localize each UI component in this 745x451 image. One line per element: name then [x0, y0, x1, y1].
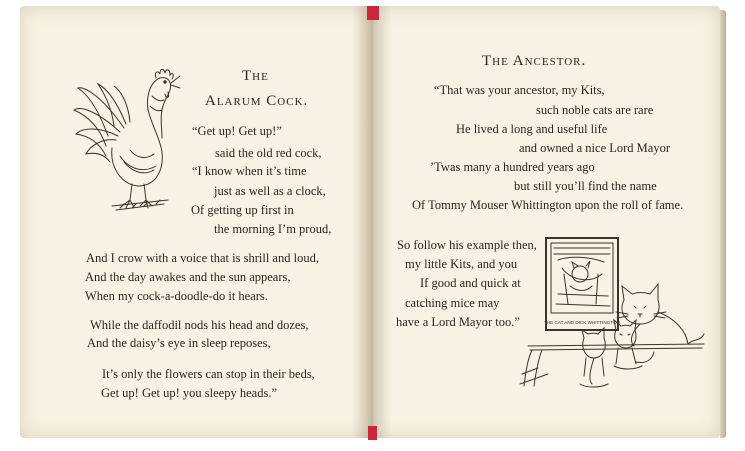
poem-line: When my cock-a-doodle-do it hears.	[85, 289, 268, 303]
rooster-illustration	[72, 66, 187, 216]
poem-line: and owned a nice Lord Mayor	[519, 141, 670, 155]
poem-line: And the day awakes and the sun appears,	[85, 270, 291, 284]
poem-line: such noble cats are rare	[536, 103, 654, 117]
poem-line: ’Twas many a hundred years ago	[430, 160, 595, 174]
poem-line: And the daisy’s eye in sleep reposes,	[87, 336, 271, 350]
left-title-line2: Alarum Cock.	[205, 93, 309, 109]
poem-line: Of getting up first in	[191, 203, 294, 217]
poem-line: “I know when it’s time	[192, 164, 307, 178]
poem-line: but still you’ll find the name	[514, 179, 657, 193]
left-title-line1: The	[242, 68, 269, 84]
bookmark-ribbon	[367, 6, 379, 20]
poem-line: And I crow with a voice that is shrill and loud,	[86, 251, 319, 265]
cats-portrait-illustration	[518, 234, 708, 390]
poem-line: So follow his example then,	[397, 238, 537, 252]
poem-line: He lived a long and useful life	[456, 122, 608, 136]
portrait-caption: THE CAT AND DICK WHITTINGTON	[544, 320, 620, 325]
poem-line: If good and quick at	[420, 276, 521, 290]
poem-line: said the old red cock,	[215, 146, 322, 160]
poem-line: the morning I’m proud,	[214, 222, 332, 236]
right-title: The Ancestor.	[482, 53, 587, 69]
poem-line: While the daffodil nods his head and dozes,	[90, 318, 309, 332]
poem-line: “That was your ancestor, my Kits,	[434, 83, 605, 97]
poem-line: have a Lord Mayor too.”	[396, 315, 520, 329]
bookmark-ribbon-end	[368, 426, 377, 440]
poem-line: just as well as a clock,	[214, 184, 326, 198]
poem-line: Get up! Get up! you sleepy heads.”	[101, 386, 277, 400]
poem-line: It’s only the flowers can stop in their beds,	[102, 367, 315, 381]
poem-line: Of Tommy Mouser Whittington upon the roll of fame.	[412, 198, 684, 212]
poem-line: my little Kits, and you	[405, 257, 518, 271]
poem-line: “Get up! Get up!”	[192, 124, 282, 138]
poem-line: catching mice may	[405, 296, 500, 310]
